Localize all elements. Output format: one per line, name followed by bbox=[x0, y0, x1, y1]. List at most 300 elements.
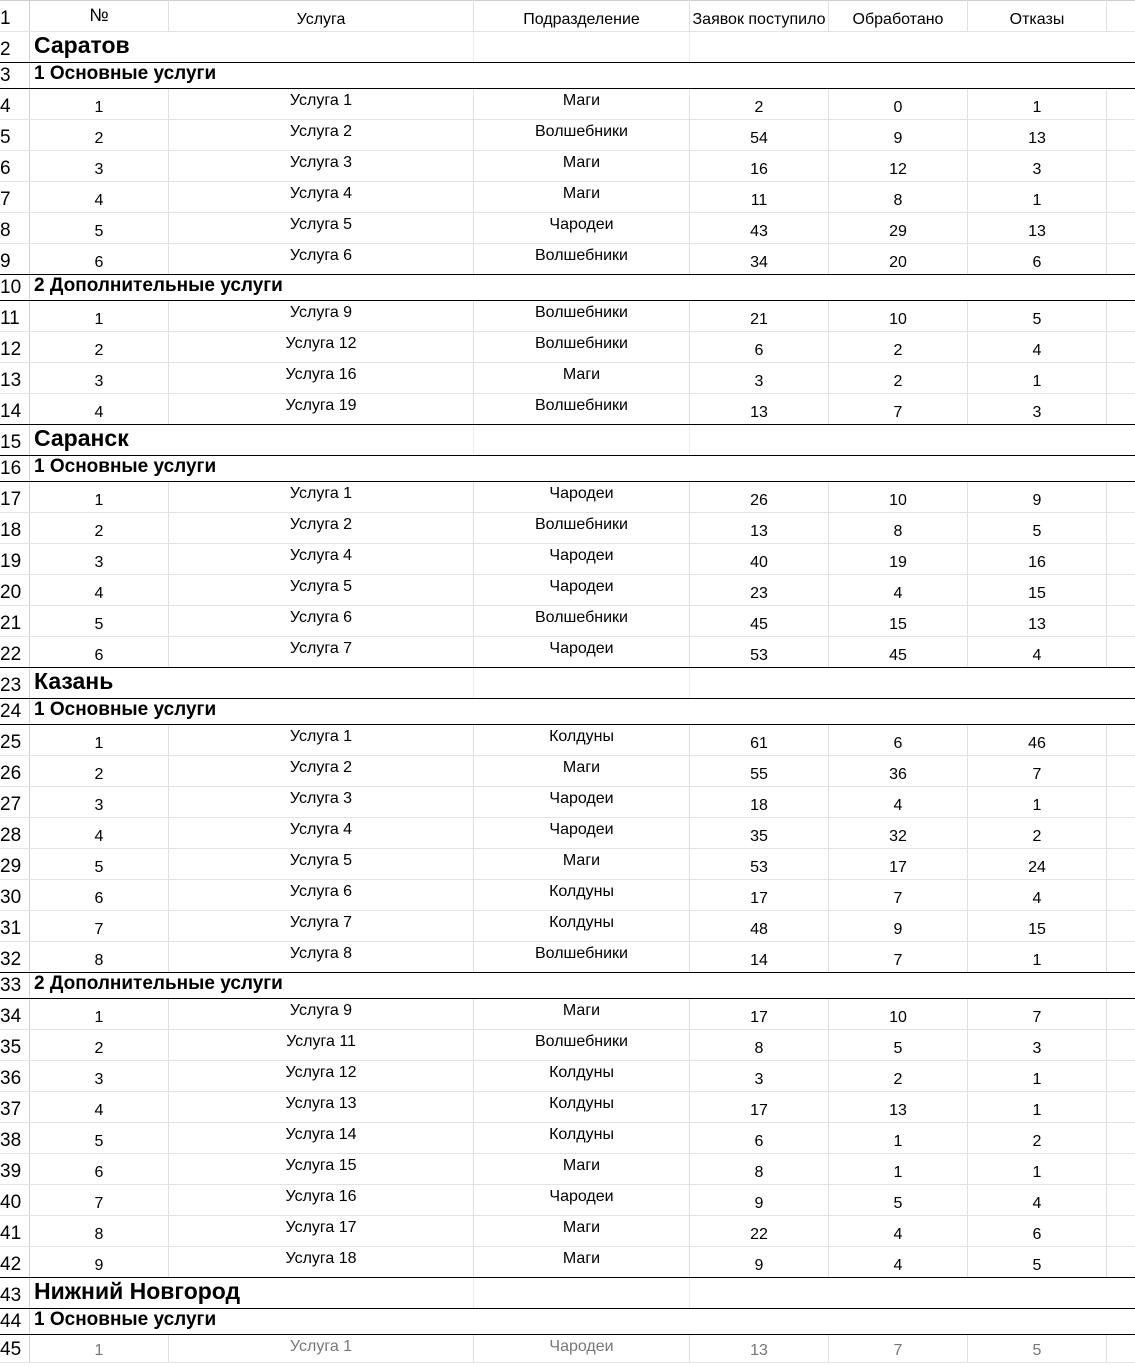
cell[interactable] bbox=[829, 880, 968, 910]
cell[interactable] bbox=[474, 606, 690, 636]
cell[interactable] bbox=[474, 787, 690, 817]
cell[interactable] bbox=[30, 787, 169, 817]
cell[interactable] bbox=[690, 575, 829, 605]
cell[interactable] bbox=[30, 482, 169, 512]
cell[interactable] bbox=[829, 1185, 968, 1215]
cell[interactable] bbox=[30, 911, 169, 941]
row-number[interactable] bbox=[0, 332, 30, 362]
cell[interactable] bbox=[1107, 301, 1135, 331]
cell[interactable] bbox=[968, 394, 1107, 424]
cell[interactable] bbox=[1107, 213, 1135, 243]
cell[interactable] bbox=[690, 363, 829, 393]
cell[interactable] bbox=[1107, 275, 1135, 300]
cell[interactable] bbox=[474, 1123, 690, 1153]
cell[interactable] bbox=[968, 1092, 1107, 1122]
row-number[interactable] bbox=[0, 973, 30, 998]
cell[interactable] bbox=[829, 1061, 968, 1091]
cell[interactable] bbox=[968, 699, 1107, 724]
cell[interactable] bbox=[690, 482, 829, 512]
cell[interactable] bbox=[968, 513, 1107, 543]
cell[interactable] bbox=[30, 151, 169, 181]
cell[interactable] bbox=[30, 513, 169, 543]
row-number[interactable] bbox=[0, 668, 30, 698]
cell[interactable] bbox=[1107, 1092, 1135, 1122]
cell[interactable] bbox=[169, 482, 474, 512]
cell[interactable] bbox=[968, 1154, 1107, 1184]
cell[interactable] bbox=[1107, 89, 1135, 119]
cell[interactable] bbox=[474, 668, 690, 698]
cell[interactable] bbox=[968, 456, 1107, 481]
cell[interactable] bbox=[968, 120, 1107, 150]
cell[interactable] bbox=[169, 1123, 474, 1153]
cell[interactable] bbox=[474, 394, 690, 424]
cell[interactable] bbox=[169, 151, 474, 181]
cell[interactable] bbox=[829, 999, 968, 1029]
cell[interactable] bbox=[829, 301, 968, 331]
cell[interactable] bbox=[474, 637, 690, 667]
cell[interactable] bbox=[1107, 1030, 1135, 1060]
cell[interactable] bbox=[829, 756, 968, 786]
cell[interactable] bbox=[474, 1030, 690, 1060]
cell[interactable] bbox=[968, 880, 1107, 910]
cell[interactable] bbox=[968, 1030, 1107, 1060]
cell[interactable] bbox=[690, 120, 829, 150]
cell[interactable] bbox=[474, 575, 690, 605]
cell[interactable] bbox=[474, 725, 690, 755]
cell[interactable] bbox=[968, 301, 1107, 331]
cell[interactable] bbox=[690, 89, 829, 119]
row-number[interactable] bbox=[0, 120, 30, 150]
cell[interactable] bbox=[474, 482, 690, 512]
cell[interactable] bbox=[829, 787, 968, 817]
cell[interactable] bbox=[474, 275, 690, 300]
cell[interactable] bbox=[474, 363, 690, 393]
cell[interactable] bbox=[968, 818, 1107, 848]
cell[interactable] bbox=[474, 425, 690, 455]
cell[interactable] bbox=[968, 668, 1107, 698]
row-number[interactable] bbox=[0, 0, 30, 31]
cell[interactable] bbox=[169, 513, 474, 543]
cell[interactable] bbox=[690, 182, 829, 212]
cell[interactable] bbox=[829, 482, 968, 512]
cell[interactable] bbox=[474, 1185, 690, 1215]
cell[interactable] bbox=[1107, 544, 1135, 574]
cell[interactable] bbox=[968, 787, 1107, 817]
row-number[interactable] bbox=[0, 606, 30, 636]
cell[interactable] bbox=[829, 606, 968, 636]
row-number[interactable] bbox=[0, 849, 30, 879]
cell[interactable] bbox=[30, 544, 169, 574]
cell[interactable] bbox=[690, 999, 829, 1029]
cell[interactable] bbox=[829, 544, 968, 574]
cell[interactable] bbox=[690, 942, 829, 972]
cell[interactable] bbox=[1107, 911, 1135, 941]
cell[interactable] bbox=[690, 787, 829, 817]
row-number[interactable] bbox=[0, 1335, 30, 1362]
cell[interactable] bbox=[169, 394, 474, 424]
cell[interactable] bbox=[474, 880, 690, 910]
cell[interactable] bbox=[690, 1216, 829, 1246]
cell[interactable] bbox=[829, 89, 968, 119]
cell[interactable] bbox=[690, 425, 829, 455]
cell[interactable] bbox=[30, 999, 169, 1029]
cell[interactable] bbox=[1107, 668, 1135, 698]
row-number[interactable] bbox=[0, 394, 30, 424]
cell[interactable] bbox=[968, 942, 1107, 972]
cell[interactable] bbox=[169, 911, 474, 941]
cell[interactable] bbox=[474, 999, 690, 1029]
cell[interactable] bbox=[968, 244, 1107, 274]
cell[interactable] bbox=[829, 1335, 968, 1362]
row-number[interactable] bbox=[0, 244, 30, 274]
cell[interactable] bbox=[1107, 363, 1135, 393]
cell[interactable] bbox=[1107, 637, 1135, 667]
cell[interactable] bbox=[474, 699, 690, 724]
cell[interactable] bbox=[169, 942, 474, 972]
cell[interactable] bbox=[474, 1216, 690, 1246]
cell[interactable] bbox=[1107, 849, 1135, 879]
cell[interactable] bbox=[30, 1061, 169, 1091]
cell[interactable] bbox=[30, 1030, 169, 1060]
cell[interactable] bbox=[829, 575, 968, 605]
cell[interactable] bbox=[690, 725, 829, 755]
cell[interactable] bbox=[1107, 1335, 1135, 1362]
cell[interactable] bbox=[169, 668, 474, 698]
cell[interactable] bbox=[1107, 1061, 1135, 1091]
cell[interactable] bbox=[30, 942, 169, 972]
cell[interactable] bbox=[829, 456, 968, 481]
cell[interactable] bbox=[30, 1092, 169, 1122]
cell[interactable] bbox=[169, 425, 474, 455]
cell[interactable] bbox=[690, 1335, 829, 1362]
cell[interactable] bbox=[690, 606, 829, 636]
cell[interactable] bbox=[1107, 606, 1135, 636]
cell[interactable] bbox=[1107, 999, 1135, 1029]
cell[interactable] bbox=[690, 699, 829, 724]
cell[interactable] bbox=[829, 332, 968, 362]
cell[interactable] bbox=[690, 1247, 829, 1277]
cell[interactable] bbox=[968, 911, 1107, 941]
cell[interactable] bbox=[1107, 151, 1135, 181]
cell[interactable] bbox=[474, 756, 690, 786]
cell[interactable] bbox=[1107, 120, 1135, 150]
row-number[interactable] bbox=[0, 787, 30, 817]
row-number[interactable] bbox=[0, 818, 30, 848]
cell[interactable] bbox=[968, 151, 1107, 181]
cell[interactable] bbox=[474, 1061, 690, 1091]
cell[interactable] bbox=[968, 575, 1107, 605]
cell[interactable] bbox=[829, 1247, 968, 1277]
cell[interactable] bbox=[829, 1123, 968, 1153]
cell[interactable] bbox=[474, 1092, 690, 1122]
cell[interactable] bbox=[690, 301, 829, 331]
cell[interactable] bbox=[968, 1278, 1107, 1308]
cell[interactable] bbox=[968, 332, 1107, 362]
cell[interactable] bbox=[474, 32, 690, 62]
cell[interactable] bbox=[968, 275, 1107, 300]
cell[interactable] bbox=[30, 849, 169, 879]
row-number[interactable] bbox=[0, 275, 30, 300]
cell[interactable] bbox=[968, 1216, 1107, 1246]
cell[interactable] bbox=[968, 32, 1107, 62]
cell[interactable] bbox=[968, 973, 1107, 998]
cell[interactable] bbox=[474, 120, 690, 150]
cell[interactable] bbox=[690, 911, 829, 941]
cell[interactable] bbox=[829, 244, 968, 274]
cell[interactable] bbox=[1107, 1278, 1135, 1308]
row-number[interactable] bbox=[0, 544, 30, 574]
cell[interactable] bbox=[474, 151, 690, 181]
cell[interactable] bbox=[30, 725, 169, 755]
cell[interactable] bbox=[1107, 880, 1135, 910]
cell[interactable] bbox=[968, 544, 1107, 574]
row-number[interactable] bbox=[0, 1278, 30, 1308]
cell[interactable] bbox=[829, 1092, 968, 1122]
cell[interactable] bbox=[829, 942, 968, 972]
cell[interactable] bbox=[30, 89, 169, 119]
cell[interactable] bbox=[690, 1123, 829, 1153]
cell[interactable] bbox=[30, 1335, 169, 1362]
cell[interactable] bbox=[169, 332, 474, 362]
cell[interactable] bbox=[169, 849, 474, 879]
cell[interactable] bbox=[169, 301, 474, 331]
cell[interactable] bbox=[968, 849, 1107, 879]
cell[interactable] bbox=[1107, 482, 1135, 512]
cell[interactable] bbox=[1107, 725, 1135, 755]
row-number[interactable] bbox=[0, 182, 30, 212]
cell[interactable] bbox=[1107, 1185, 1135, 1215]
cell[interactable] bbox=[169, 1247, 474, 1277]
cell[interactable] bbox=[968, 637, 1107, 667]
row-number[interactable] bbox=[0, 151, 30, 181]
cell[interactable] bbox=[968, 425, 1107, 455]
cell[interactable] bbox=[169, 32, 474, 62]
cell[interactable] bbox=[968, 89, 1107, 119]
row-number[interactable] bbox=[0, 1216, 30, 1246]
cell[interactable] bbox=[1107, 1123, 1135, 1153]
cell[interactable] bbox=[1107, 32, 1135, 62]
cell[interactable] bbox=[1107, 394, 1135, 424]
cell[interactable] bbox=[30, 182, 169, 212]
cell[interactable] bbox=[169, 756, 474, 786]
cell[interactable] bbox=[968, 63, 1107, 88]
cell[interactable] bbox=[1107, 1154, 1135, 1184]
cell[interactable] bbox=[169, 818, 474, 848]
cell[interactable] bbox=[690, 1061, 829, 1091]
cell[interactable] bbox=[829, 818, 968, 848]
cell[interactable] bbox=[1107, 332, 1135, 362]
cell[interactable] bbox=[829, 0, 968, 31]
cell[interactable] bbox=[829, 973, 968, 998]
row-number[interactable] bbox=[0, 1123, 30, 1153]
row-number[interactable] bbox=[0, 32, 30, 62]
cell[interactable] bbox=[169, 244, 474, 274]
cell[interactable] bbox=[1107, 244, 1135, 274]
cell[interactable] bbox=[30, 120, 169, 150]
cell[interactable] bbox=[1107, 699, 1135, 724]
cell[interactable] bbox=[169, 725, 474, 755]
cell[interactable] bbox=[829, 1309, 968, 1334]
cell[interactable] bbox=[169, 637, 474, 667]
cell[interactable] bbox=[30, 1185, 169, 1215]
row-number[interactable] bbox=[0, 1092, 30, 1122]
cell[interactable] bbox=[829, 911, 968, 941]
cell[interactable] bbox=[690, 151, 829, 181]
cell[interactable] bbox=[968, 1185, 1107, 1215]
row-number[interactable] bbox=[0, 1154, 30, 1184]
row-number[interactable] bbox=[0, 456, 30, 481]
cell[interactable] bbox=[968, 1247, 1107, 1277]
row-number[interactable] bbox=[0, 756, 30, 786]
cell[interactable] bbox=[30, 1154, 169, 1184]
cell[interactable] bbox=[829, 120, 968, 150]
cell[interactable] bbox=[690, 849, 829, 879]
cell[interactable] bbox=[169, 544, 474, 574]
cell[interactable] bbox=[1107, 456, 1135, 481]
cell[interactable] bbox=[829, 63, 968, 88]
cell[interactable] bbox=[30, 880, 169, 910]
cell[interactable] bbox=[169, 575, 474, 605]
row-number[interactable] bbox=[0, 63, 30, 88]
cell[interactable] bbox=[474, 89, 690, 119]
row-number[interactable] bbox=[0, 911, 30, 941]
cell[interactable] bbox=[1107, 575, 1135, 605]
cell[interactable] bbox=[829, 1278, 968, 1308]
cell[interactable] bbox=[169, 787, 474, 817]
cell[interactable] bbox=[1107, 1216, 1135, 1246]
cell[interactable] bbox=[690, 456, 829, 481]
cell[interactable] bbox=[829, 394, 968, 424]
cell[interactable] bbox=[474, 182, 690, 212]
cell[interactable] bbox=[690, 637, 829, 667]
cell[interactable] bbox=[829, 151, 968, 181]
cell[interactable] bbox=[690, 1309, 829, 1334]
cell[interactable] bbox=[968, 0, 1107, 31]
cell[interactable] bbox=[169, 213, 474, 243]
cell[interactable] bbox=[968, 1309, 1107, 1334]
row-number[interactable] bbox=[0, 999, 30, 1029]
row-number[interactable] bbox=[0, 425, 30, 455]
cell[interactable] bbox=[690, 513, 829, 543]
cell[interactable] bbox=[1107, 63, 1135, 88]
row-number[interactable] bbox=[0, 880, 30, 910]
cell[interactable] bbox=[474, 332, 690, 362]
cell[interactable] bbox=[169, 363, 474, 393]
cell[interactable] bbox=[968, 213, 1107, 243]
cell[interactable] bbox=[30, 606, 169, 636]
cell[interactable] bbox=[474, 0, 690, 31]
cell[interactable] bbox=[690, 63, 829, 88]
cell[interactable] bbox=[968, 363, 1107, 393]
cell[interactable] bbox=[690, 32, 829, 62]
cell[interactable] bbox=[30, 1247, 169, 1277]
row-number[interactable] bbox=[0, 637, 30, 667]
row-number[interactable] bbox=[0, 725, 30, 755]
row-number[interactable] bbox=[0, 1030, 30, 1060]
cell[interactable] bbox=[30, 756, 169, 786]
cell[interactable] bbox=[690, 0, 829, 31]
cell[interactable] bbox=[474, 1154, 690, 1184]
row-number[interactable] bbox=[0, 513, 30, 543]
cell[interactable] bbox=[474, 911, 690, 941]
cell[interactable] bbox=[690, 394, 829, 424]
cell[interactable] bbox=[829, 725, 968, 755]
cell[interactable] bbox=[30, 1123, 169, 1153]
cell[interactable] bbox=[474, 849, 690, 879]
cell[interactable] bbox=[474, 544, 690, 574]
cell[interactable] bbox=[1107, 756, 1135, 786]
row-number[interactable] bbox=[0, 942, 30, 972]
cell[interactable] bbox=[829, 699, 968, 724]
cell[interactable] bbox=[690, 818, 829, 848]
cell[interactable] bbox=[169, 1216, 474, 1246]
cell[interactable] bbox=[169, 182, 474, 212]
cell[interactable] bbox=[968, 999, 1107, 1029]
cell[interactable] bbox=[829, 668, 968, 698]
row-number[interactable] bbox=[0, 89, 30, 119]
cell[interactable] bbox=[474, 942, 690, 972]
cell[interactable] bbox=[1107, 425, 1135, 455]
cell[interactable] bbox=[829, 1154, 968, 1184]
cell[interactable] bbox=[829, 182, 968, 212]
cell[interactable] bbox=[30, 1216, 169, 1246]
cell[interactable] bbox=[968, 1061, 1107, 1091]
cell[interactable] bbox=[968, 182, 1107, 212]
row-number[interactable] bbox=[0, 1185, 30, 1215]
row-number[interactable] bbox=[0, 699, 30, 724]
cell[interactable] bbox=[169, 1061, 474, 1091]
cell[interactable] bbox=[829, 275, 968, 300]
row-number[interactable] bbox=[0, 1309, 30, 1334]
cell[interactable] bbox=[30, 213, 169, 243]
cell[interactable] bbox=[474, 1309, 690, 1334]
cell[interactable] bbox=[829, 425, 968, 455]
cell[interactable] bbox=[829, 513, 968, 543]
cell[interactable] bbox=[474, 513, 690, 543]
cell[interactable] bbox=[1107, 973, 1135, 998]
cell[interactable] bbox=[829, 1216, 968, 1246]
cell[interactable] bbox=[30, 394, 169, 424]
cell[interactable] bbox=[169, 1092, 474, 1122]
row-number[interactable] bbox=[0, 482, 30, 512]
cell[interactable] bbox=[1107, 818, 1135, 848]
cell[interactable] bbox=[968, 1335, 1107, 1362]
cell[interactable] bbox=[829, 213, 968, 243]
cell[interactable] bbox=[968, 482, 1107, 512]
cell[interactable] bbox=[690, 244, 829, 274]
row-number[interactable] bbox=[0, 1061, 30, 1091]
row-number[interactable] bbox=[0, 1247, 30, 1277]
cell[interactable] bbox=[690, 756, 829, 786]
cell[interactable] bbox=[1107, 182, 1135, 212]
cell[interactable] bbox=[30, 818, 169, 848]
cell[interactable] bbox=[169, 880, 474, 910]
cell[interactable] bbox=[968, 606, 1107, 636]
cell[interactable] bbox=[690, 332, 829, 362]
cell[interactable] bbox=[474, 213, 690, 243]
cell[interactable] bbox=[690, 1185, 829, 1215]
cell[interactable] bbox=[1107, 1247, 1135, 1277]
row-number[interactable] bbox=[0, 363, 30, 393]
cell[interactable] bbox=[30, 637, 169, 667]
cell[interactable] bbox=[30, 363, 169, 393]
cell[interactable] bbox=[169, 1185, 474, 1215]
cell[interactable] bbox=[169, 1030, 474, 1060]
cell[interactable] bbox=[474, 818, 690, 848]
cell[interactable] bbox=[30, 575, 169, 605]
cell[interactable] bbox=[474, 244, 690, 274]
cell[interactable] bbox=[169, 606, 474, 636]
